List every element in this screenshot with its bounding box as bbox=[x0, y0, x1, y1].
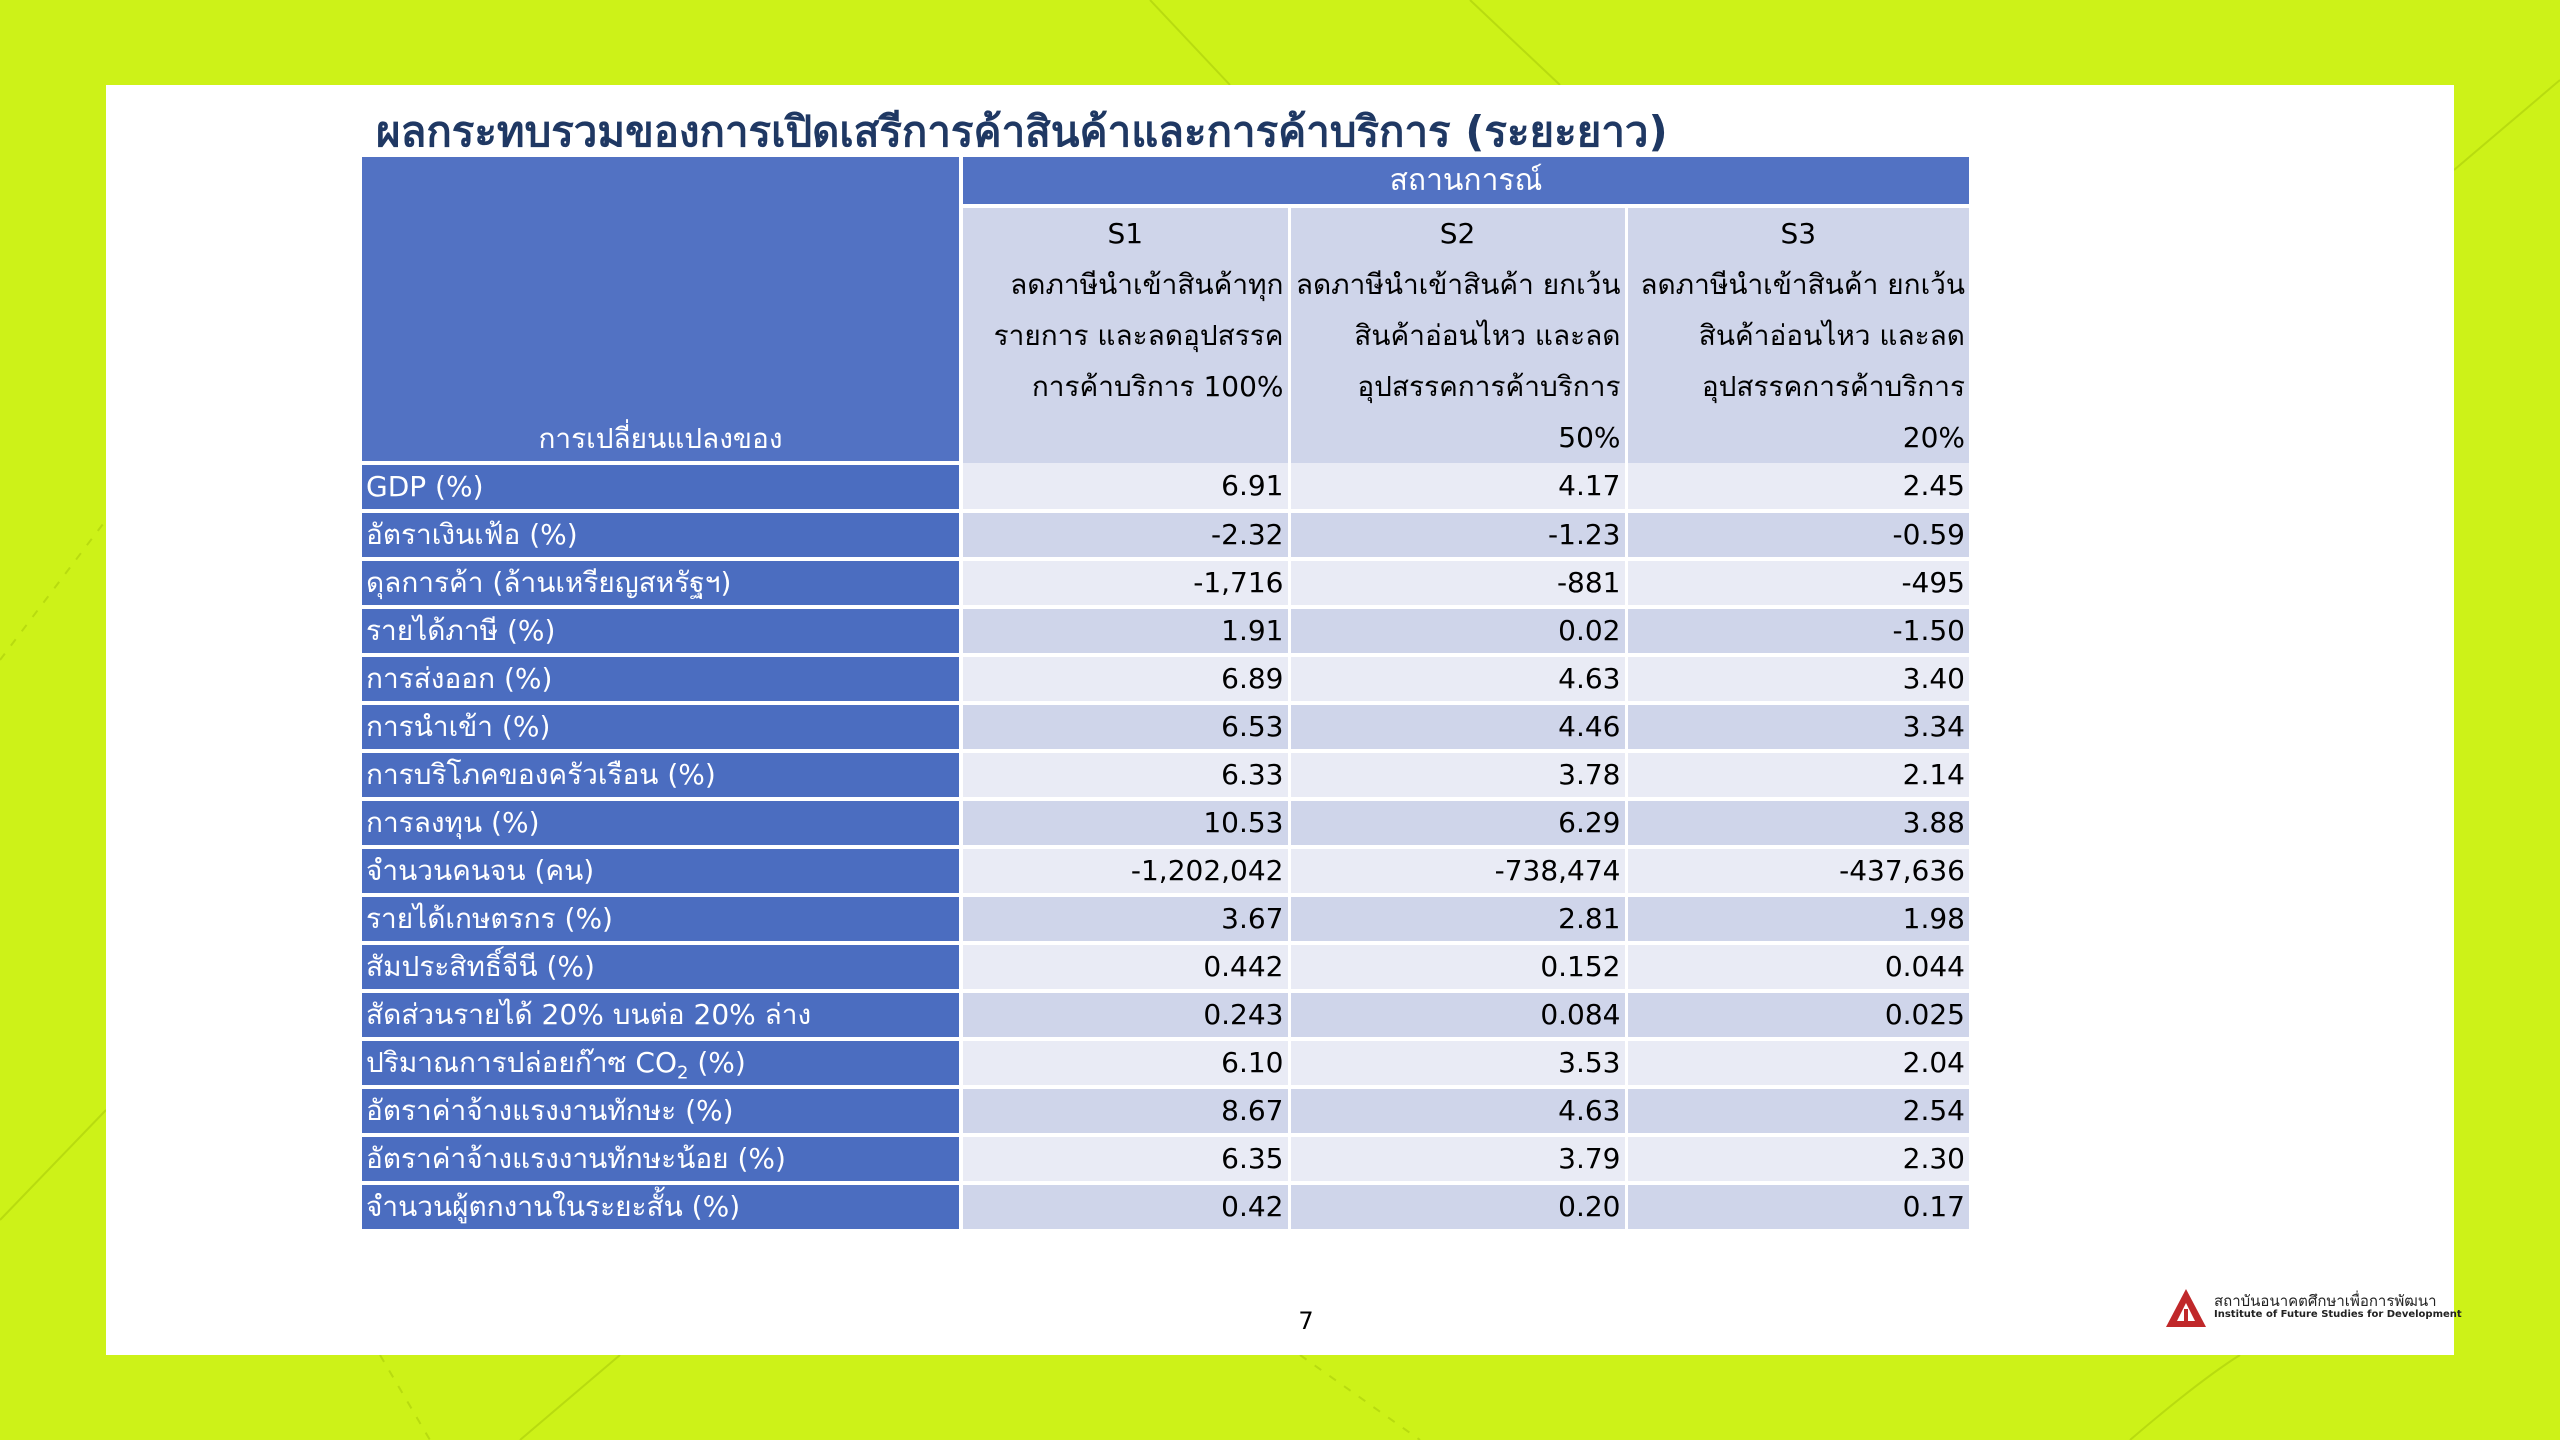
scenario-description-line: อุปสรรคการค้าบริการ 50% bbox=[1357, 370, 1621, 454]
results-table bbox=[362, 157, 1969, 1233]
value-cell: 8.67 bbox=[961, 1087, 1289, 1135]
row-label: การนำเข้า (%) bbox=[362, 703, 961, 751]
value-cell: 0.442 bbox=[961, 943, 1289, 991]
table-row bbox=[362, 607, 1969, 655]
value-cell: -1,202,042 bbox=[961, 847, 1289, 895]
logo-text-th: สถาบันอนาคตศึกษาเพื่อการพัฒนา bbox=[2214, 1292, 2437, 1310]
logo-text-en: Institute of Future Studies for Development bbox=[2214, 1309, 2462, 1320]
value-cell: 3.67 bbox=[961, 895, 1289, 943]
row-label bbox=[362, 1039, 961, 1087]
table-row bbox=[362, 799, 1969, 847]
value-cell: 2.04 bbox=[1626, 1039, 1969, 1087]
value-cell: 2.81 bbox=[1289, 895, 1626, 943]
table-row bbox=[362, 463, 1969, 511]
scenario-id: S2 bbox=[1439, 217, 1476, 250]
triangle-logo-icon bbox=[2164, 1287, 2208, 1329]
row-label: การส่งออก (%) bbox=[362, 655, 961, 703]
value-cell: -1.23 bbox=[1289, 511, 1626, 559]
label-text: (%) bbox=[688, 1045, 746, 1079]
value-cell: -495 bbox=[1626, 559, 1969, 607]
value-cell: 1.98 bbox=[1626, 895, 1969, 943]
value-cell: 2.54 bbox=[1626, 1087, 1969, 1135]
scenario-description-line: รายการ และลดอุปสรรค bbox=[993, 319, 1284, 352]
row-label: การบริโภคของครัวเรือน (%) bbox=[362, 751, 961, 799]
value-cell: 3.88 bbox=[1626, 799, 1969, 847]
table-row bbox=[362, 655, 1969, 703]
value-cell: 6.89 bbox=[961, 655, 1289, 703]
scenario-column-header bbox=[1289, 206, 1626, 463]
slide-title: ผลกระทบรวมของการเปิดเสรีการค้าสินค้าและการค้าบริการ (ระยะยาว) bbox=[376, 107, 1668, 156]
table-row bbox=[362, 847, 1969, 895]
value-cell: 10.53 bbox=[961, 799, 1289, 847]
label-text: ปริมาณการปล่อยก๊าซ CO bbox=[366, 1045, 678, 1079]
table-row bbox=[362, 1183, 1969, 1231]
value-cell: 6.33 bbox=[961, 751, 1289, 799]
value-cell: 6.91 bbox=[961, 463, 1289, 511]
scenario-description-line: อุปสรรคการค้าบริการ 20% bbox=[1701, 370, 1965, 454]
value-cell: 0.084 bbox=[1289, 991, 1626, 1039]
table-row bbox=[362, 991, 1969, 1039]
row-label: สัมประสิทธิ์จีนี (%) bbox=[362, 943, 961, 991]
value-cell: 4.63 bbox=[1289, 655, 1626, 703]
row-label: ดุลการค้า (ล้านเหรียญสหรัฐฯ) bbox=[362, 559, 961, 607]
table-row bbox=[362, 751, 1969, 799]
value-cell: 3.78 bbox=[1289, 751, 1626, 799]
value-cell: 0.152 bbox=[1289, 943, 1626, 991]
scenario-description-line: ลดภาษีนำเข้าสินค้าทุก bbox=[1010, 268, 1284, 301]
slide bbox=[106, 85, 2462, 1355]
table-row bbox=[362, 511, 1969, 559]
value-cell: -1,716 bbox=[961, 559, 1289, 607]
value-cell: 1.91 bbox=[961, 607, 1289, 655]
table-row bbox=[362, 559, 1969, 607]
page-number: 7 bbox=[1298, 1307, 1314, 1335]
table-row bbox=[362, 703, 1969, 751]
row-label: GDP (%) bbox=[362, 463, 961, 511]
row-label: รายได้ภาษี (%) bbox=[362, 607, 961, 655]
scenario-description-line: สินค้าอ่อนไหว และลด bbox=[1698, 319, 1965, 352]
row-label: อัตราค่าจ้างแรงงานทักษะน้อย (%) bbox=[362, 1135, 961, 1183]
value-cell: -437,636 bbox=[1626, 847, 1969, 895]
row-label: จำนวนคนจน (คน) bbox=[362, 847, 961, 895]
scenario-description-line: สินค้าอ่อนไหว และลด bbox=[1354, 319, 1621, 352]
row-label: อัตราค่าจ้างแรงงานทักษะ (%) bbox=[362, 1087, 961, 1135]
value-cell: 2.30 bbox=[1626, 1135, 1969, 1183]
scenario-description-line: ลดภาษีนำเข้าสินค้า ยกเว้น bbox=[1640, 268, 1965, 301]
scenario-description-line: ลดภาษีนำเข้าสินค้า ยกเว้น bbox=[1295, 268, 1621, 301]
scenario-column-header bbox=[961, 206, 1289, 463]
value-cell: 2.45 bbox=[1626, 463, 1969, 511]
value-cell: 3.79 bbox=[1289, 1135, 1626, 1183]
value-cell: 4.46 bbox=[1289, 703, 1626, 751]
row-label: รายได้เกษตรกร (%) bbox=[362, 895, 961, 943]
scenario-header: สถานการณ์ bbox=[961, 157, 1969, 206]
value-cell: -881 bbox=[1289, 559, 1626, 607]
value-cell: 0.025 bbox=[1626, 991, 1969, 1039]
value-cell: -2.32 bbox=[961, 511, 1289, 559]
table-row bbox=[362, 895, 1969, 943]
value-cell: 0.02 bbox=[1289, 607, 1626, 655]
value-cell: 6.35 bbox=[961, 1135, 1289, 1183]
table-row bbox=[362, 1087, 1969, 1135]
row-label: การลงทุน (%) bbox=[362, 799, 961, 847]
institute-logo bbox=[2164, 1285, 2462, 1335]
table-row bbox=[362, 1135, 1969, 1183]
row-label: สัดส่วนรายได้ 20% บนต่อ 20% ล่าง bbox=[362, 991, 961, 1039]
scenario-id: S3 bbox=[1780, 217, 1817, 250]
table-row bbox=[362, 1039, 1969, 1087]
value-cell: 6.53 bbox=[961, 703, 1289, 751]
value-cell: 3.34 bbox=[1626, 703, 1969, 751]
scenario-description-line: การค้าบริการ 100% bbox=[1031, 370, 1284, 403]
value-cell: 4.17 bbox=[1289, 463, 1626, 511]
value-cell: 0.42 bbox=[961, 1183, 1289, 1231]
value-cell: 2.14 bbox=[1626, 751, 1969, 799]
value-cell: 3.40 bbox=[1626, 655, 1969, 703]
table-row bbox=[362, 943, 1969, 991]
value-cell: 3.53 bbox=[1289, 1039, 1626, 1087]
row-header: การเปลี่ยนแปลงของ bbox=[362, 157, 961, 463]
scenario-column-header bbox=[1626, 206, 1969, 463]
value-cell: 0.20 bbox=[1289, 1183, 1626, 1231]
value-cell: 6.29 bbox=[1289, 799, 1626, 847]
value-cell: -0.59 bbox=[1626, 511, 1969, 559]
row-label: จำนวนผู้ตกงานในระยะสั้น (%) bbox=[362, 1183, 961, 1231]
value-cell: 0.044 bbox=[1626, 943, 1969, 991]
value-cell: -738,474 bbox=[1289, 847, 1626, 895]
value-cell: 0.243 bbox=[961, 991, 1289, 1039]
value-cell: 4.63 bbox=[1289, 1087, 1626, 1135]
value-cell: 6.10 bbox=[961, 1039, 1289, 1087]
value-cell: -1.50 bbox=[1626, 607, 1969, 655]
row-label: อัตราเงินเฟ้อ (%) bbox=[362, 511, 961, 559]
subscript-text: 2 bbox=[677, 1062, 689, 1084]
value-cell: 0.17 bbox=[1626, 1183, 1969, 1231]
scenario-id: S1 bbox=[1107, 217, 1144, 250]
